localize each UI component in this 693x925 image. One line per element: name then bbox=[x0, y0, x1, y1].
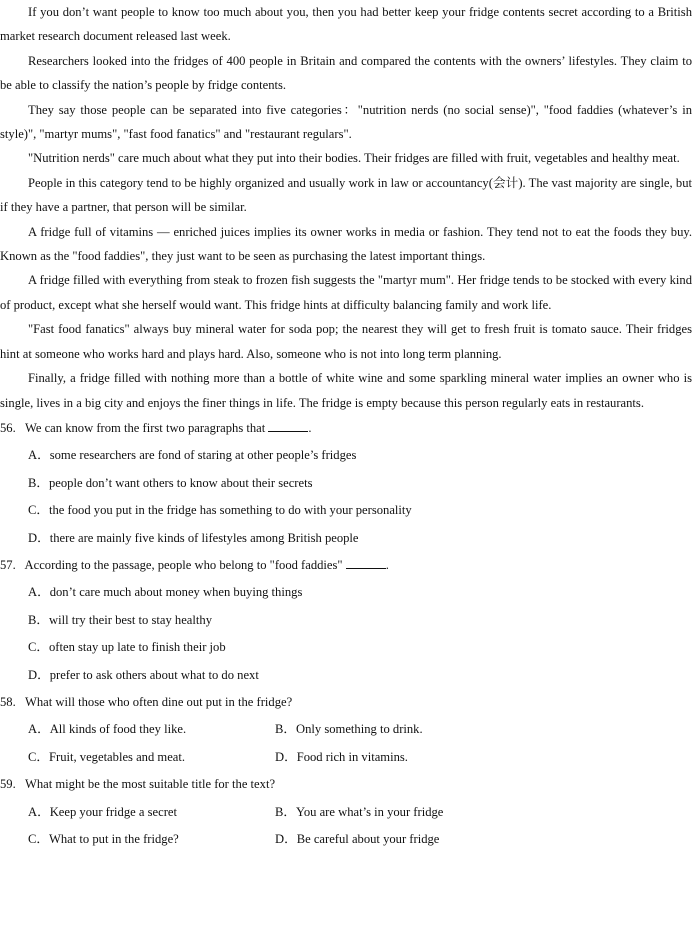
option-row bbox=[0, 716, 692, 743]
option-letter: D． bbox=[275, 749, 297, 764]
option-text: All kinds of food they like. bbox=[49, 722, 187, 737]
option-letter: C． bbox=[28, 503, 49, 518]
option-row bbox=[0, 799, 692, 826]
answer-blank[interactable] bbox=[346, 556, 386, 569]
question-56 bbox=[0, 415, 692, 552]
option-b[interactable] bbox=[0, 607, 692, 634]
option-b[interactable] bbox=[275, 716, 522, 743]
option-letter: C． bbox=[28, 640, 49, 655]
question-number: 58. bbox=[0, 694, 16, 709]
option-letter: B． bbox=[28, 475, 49, 490]
option-row bbox=[0, 744, 692, 771]
question-58 bbox=[0, 689, 692, 771]
option-c[interactable] bbox=[0, 826, 275, 853]
option-letter: C． bbox=[28, 749, 49, 764]
question-59 bbox=[0, 771, 692, 853]
option-c[interactable] bbox=[0, 497, 692, 524]
option-list bbox=[0, 442, 692, 552]
question-text: What might be the most suitable title for the text? bbox=[24, 777, 276, 792]
option-list bbox=[0, 799, 692, 854]
answer-blank[interactable] bbox=[268, 419, 308, 432]
option-d[interactable] bbox=[0, 662, 692, 689]
option-letter: D． bbox=[275, 832, 297, 846]
option-text: will try their best to stay healthy bbox=[49, 612, 212, 627]
reading-passage bbox=[0, 0, 692, 415]
stem-end: . bbox=[385, 557, 389, 572]
option-c[interactable] bbox=[0, 744, 275, 771]
option-a[interactable] bbox=[0, 799, 275, 826]
option-b[interactable] bbox=[0, 470, 692, 497]
stem-end: . bbox=[308, 420, 312, 435]
option-d[interactable] bbox=[0, 525, 692, 552]
option-text: don’t care much about money when buying things bbox=[49, 585, 303, 600]
option-letter: B． bbox=[275, 804, 296, 819]
option-text: Fruit, vegetables and meat. bbox=[49, 749, 186, 764]
option-text: Be careful about your fridge bbox=[296, 832, 440, 846]
option-c[interactable] bbox=[0, 634, 692, 661]
passage-paragraph: "Fast food fanatics" always buy mineral water for soda pop; the nearest they will get to fresh fruit is tomato sauce. Their fridges hint at someone who works hard and plays hard. Also, someone who is not into long term planning. bbox=[0, 322, 692, 361]
option-text: You are what’s in your fridge bbox=[296, 804, 444, 819]
option-text: the food you put in the fridge has something to do with your personality bbox=[49, 503, 412, 518]
passage-paragraph: A fridge filled with everything from steak to frozen fish suggests the "martyr mum". Her fridge tends to be stocked with every kind of product, except what she herself would want. This fridge hints at difficulty balancing family and work life. bbox=[0, 273, 692, 312]
question-number: 56. bbox=[0, 420, 16, 435]
question-number: 57. bbox=[0, 557, 16, 572]
question-stem bbox=[0, 771, 692, 798]
option-list bbox=[0, 579, 692, 689]
option-letter: D． bbox=[28, 667, 50, 682]
option-letter: B． bbox=[28, 612, 49, 627]
passage-paragraph: "Nutrition nerds" care much about what they put into their bodies. Their fridges are filled with fruit, vegetables and healthy meat. bbox=[28, 151, 680, 166]
question-text: What will those who often dine out put in the fridge? bbox=[24, 694, 293, 709]
option-letter: C． bbox=[28, 832, 49, 846]
option-letter: B． bbox=[275, 722, 296, 737]
option-d[interactable] bbox=[275, 744, 522, 771]
passage-paragraph: They say those people can be separated into five categories："nutrition nerds (no social sense)", "food faddies (whatever’s in style)", "martyr mums", "fast food fanatics" and "restaurant regulars". bbox=[0, 102, 692, 142]
option-a[interactable] bbox=[0, 442, 692, 469]
question-57 bbox=[0, 552, 692, 689]
question-text: We can know from the first two paragraphs that bbox=[24, 420, 266, 435]
option-letter: A． bbox=[28, 448, 50, 463]
option-letter: A． bbox=[28, 585, 50, 600]
option-text: there are mainly five kinds of lifestyles among British people bbox=[49, 530, 359, 545]
question-stem bbox=[0, 415, 692, 442]
question-stem bbox=[0, 689, 692, 716]
question-text: According to the passage, people who belong to "food faddies" bbox=[24, 557, 343, 572]
question-stem bbox=[0, 552, 692, 579]
option-text: What to put in the fridge? bbox=[49, 832, 179, 846]
option-letter: A． bbox=[28, 804, 50, 819]
option-b[interactable] bbox=[275, 799, 522, 826]
option-d[interactable] bbox=[275, 826, 522, 853]
option-letter: A． bbox=[28, 722, 50, 737]
passage-paragraph: Researchers looked into the fridges of 400 people in Britain and compared the contents with the owners’ lifestyles. They claim to be able to classify the nation’s people by fridge contents. bbox=[0, 53, 692, 93]
option-row bbox=[0, 826, 692, 853]
option-text: often stay up late to finish their job bbox=[49, 640, 226, 655]
passage-paragraph: Finally, a fridge filled with nothing more than a bottle of white wine and some sparkling mineral water implies an owner who is single, lives in a big city and enjoys the finer things in life. The fridge is empty because this person regularly eats in restaurants. bbox=[0, 371, 692, 410]
option-a[interactable] bbox=[0, 579, 692, 606]
option-list bbox=[0, 716, 692, 771]
question-number: 59. bbox=[0, 777, 16, 792]
passage-paragraph: A fridge full of vitamins — enriched juices implies its owner works in media or fashion. They tend not to eat the foods they buy. Known as the "food faddies", they just want to be seen as purchasing the latest important things. bbox=[0, 224, 692, 264]
option-text: Food rich in vitamins. bbox=[296, 749, 408, 764]
option-text: Keep your fridge a secret bbox=[49, 804, 177, 819]
option-text: Only something to drink. bbox=[296, 722, 423, 737]
option-letter: D． bbox=[28, 530, 50, 545]
passage-paragraph: If you don’t want people to know too much about you, then you had better keep your fridge contents secret according to a British market research document released last week. bbox=[0, 5, 692, 44]
option-text: people don’t want others to know about their secrets bbox=[49, 475, 313, 490]
passage-paragraph: People in this category tend to be highly organized and usually work in law or accountancy(会计). The vast majority are single, but if they have a partner, that person will be similar. bbox=[0, 175, 692, 215]
option-text: some researchers are fond of staring at other people’s fridges bbox=[49, 448, 357, 463]
question-list bbox=[0, 415, 692, 854]
option-a[interactable] bbox=[0, 716, 275, 743]
option-text: prefer to ask others about what to do next bbox=[49, 667, 259, 682]
